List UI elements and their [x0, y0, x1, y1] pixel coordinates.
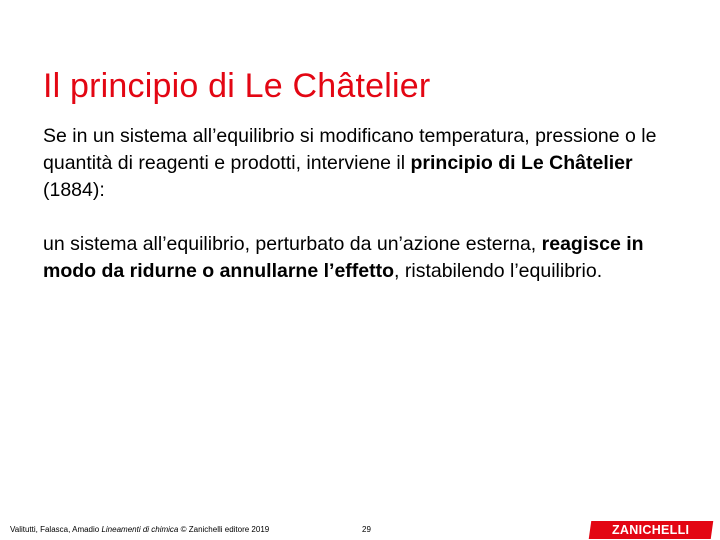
footer-authors: Valitutti, Falasca, Amadio — [10, 525, 102, 534]
footer-publisher: © Zanichelli editore 2019 — [178, 525, 270, 534]
principle-end-text: , ristabilendo l’equilibrio. — [394, 260, 603, 282]
paragraph-intro — [43, 123, 693, 204]
intro-text: Se in un sistema all’equilibrio si modificano temperatura, pressione o le quantità di reagenti e prodotti, interviene il — [43, 125, 657, 174]
paragraph-principle — [43, 231, 693, 285]
footer-credit — [10, 525, 269, 534]
slide-title: Il principio di Le Châtelier — [43, 66, 431, 105]
footer-book-title: Lineamenti di chimica — [101, 525, 179, 534]
page-number: 29 — [362, 525, 371, 534]
logo-text: ZANICHELLI — [612, 523, 690, 537]
principle-name-bold: principio di Le Châtelier — [410, 152, 633, 174]
intro-year-text: (1884): — [43, 179, 105, 201]
slide-footer — [0, 519, 720, 540]
principle-statement-bold: reagisce in modo da ridurne o annullarne l’effetto — [43, 233, 644, 282]
principle-text: un sistema all’equilibrio, perturbato da un’azione esterna, — [43, 233, 542, 255]
zanichelli-logo — [589, 521, 714, 539]
